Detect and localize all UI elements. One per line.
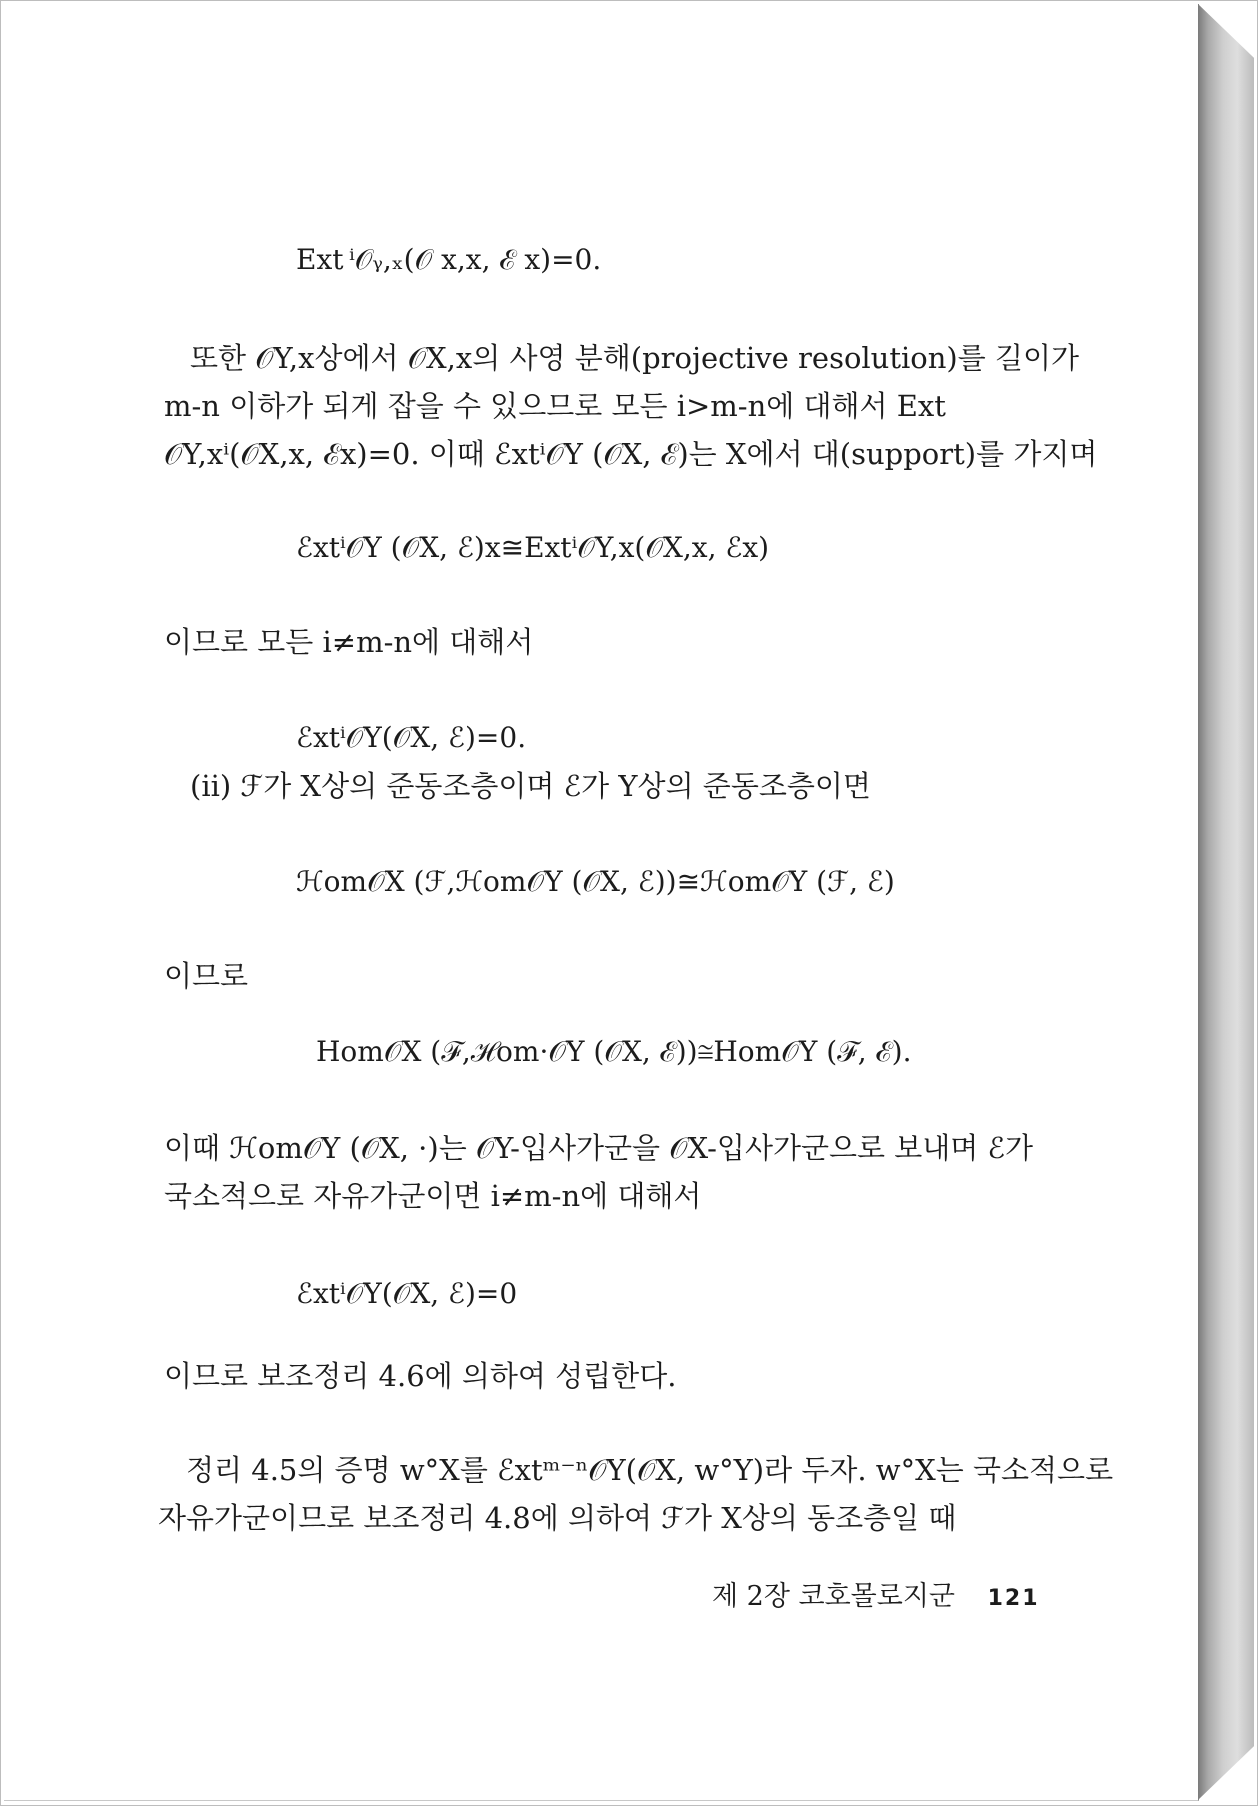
page-number: 121: [987, 1586, 1040, 1611]
paragraph-line: 이므로: [164, 959, 249, 993]
paragraph-line-proof: 정리 4.5의 증명 w°X를 ℰxtᵐ⁻ⁿ𝒪Y(𝒪X, w°Y)라 두자. w°X는 국소적으로: [186, 1453, 1114, 1487]
chapter-title: 제 2장 코호몰로지군: [712, 1581, 955, 1612]
paragraph-line: m-n 이하가 되게 잡을 수 있으므로 모든 i>m-n에 대해서 Ext: [164, 389, 946, 423]
paragraph-line-item-ii: (ii) ℱ가 X상의 준동조층이며 ℰ가 Y상의 준동조층이면: [190, 769, 871, 803]
paragraph-line: 이므로 모든 i≠m-n에 대해서: [164, 625, 534, 659]
paragraph-line: 이때 ℋom𝒪Y (𝒪X, ·)는 𝒪Y-입사가군을 𝒪X-입사가군으로 보내며 ℰ가: [164, 1131, 1034, 1165]
paragraph-line: 𝒪Y,xⁱ(𝒪X,x, ℰx)=0. 이때 ℰxtⁱ𝒪Y (𝒪X, ℰ)는 X에서 대(support)를 가지며: [164, 437, 1098, 471]
equation-hom-iso: ℋom𝒪X (ℱ,ℋom𝒪Y (𝒪X, ℰ))≅ℋom𝒪Y (ℱ, ℰ): [296, 865, 895, 898]
running-footer: [712, 1574, 1040, 1613]
equation-ext-vanish-2: ℰxtⁱ𝒪Y(𝒪X, ℰ)=0: [296, 1277, 518, 1310]
paragraph-line: 또한 𝒪Y,x상에서 𝒪X,x의 사영 분해(projective resolution)를 길이가: [190, 341, 1080, 375]
equation-hom-global: Hom𝒪X (ℱ,ℋom·𝒪Y (𝒪X, ℰ))≅Hom𝒪Y (ℱ, ℰ).: [316, 1035, 912, 1068]
paragraph-line: 자유가군이므로 보조정리 4.8에 의하여 ℱ가 X상의 동조층일 때: [158, 1501, 957, 1535]
paragraph-line: 이므로 보조정리 4.6에 의하여 성립한다.: [164, 1359, 677, 1393]
equation-ext-iso: ℰxtⁱ𝒪Y (𝒪X, ℰ)x≅Extⁱ𝒪Y,x(𝒪X,x, ℰx): [296, 531, 770, 564]
page-edge-shadow: [1198, 4, 1254, 1800]
equation-ext-zero: Ext ⁱ𝒪ᵧ,ₓ(𝒪 x,x, ℰ x)=0.: [296, 243, 602, 276]
equation-ext-vanish: ℰxtⁱ𝒪Y(𝒪X, ℰ)=0.: [296, 721, 527, 754]
paragraph-line: 국소적으로 자유가군이면 i≠m-n에 대해서: [164, 1179, 702, 1213]
